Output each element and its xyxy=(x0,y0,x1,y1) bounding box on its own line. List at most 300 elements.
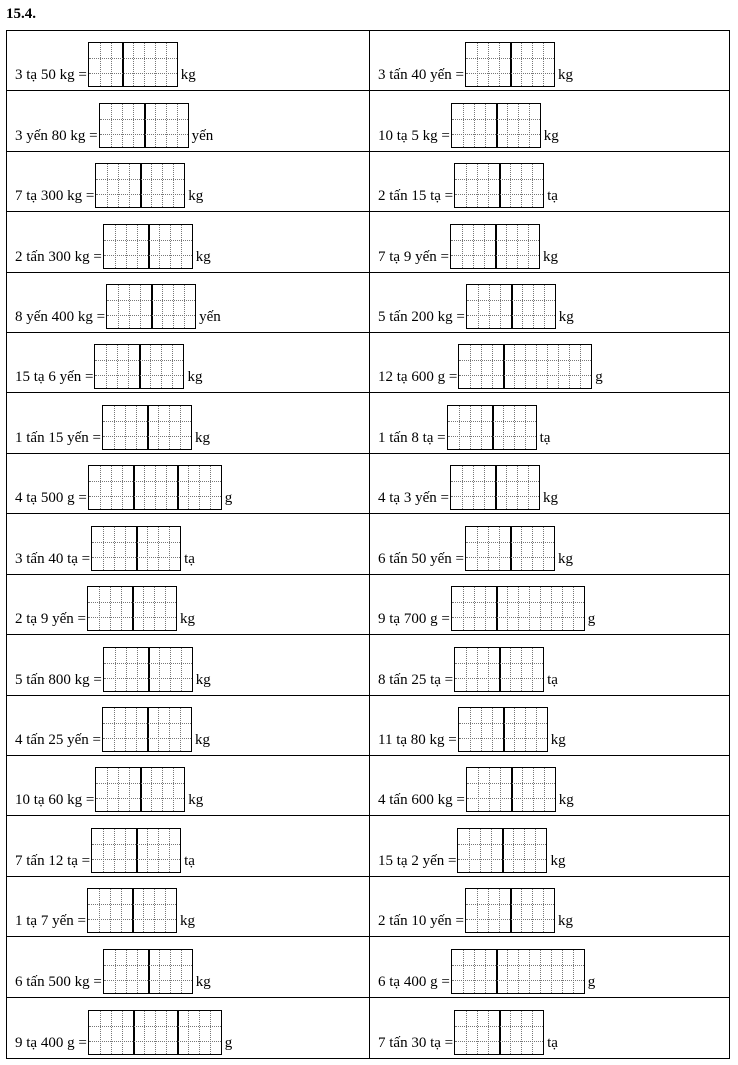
answer-box[interactable] xyxy=(457,828,547,873)
exercise-table xyxy=(6,30,730,1059)
exercise-item xyxy=(378,163,558,205)
answer-box-gridline xyxy=(89,58,177,59)
exercise-expression: 1 tấn 8 tạ = xyxy=(378,429,446,446)
exercise-cell-left xyxy=(7,393,369,452)
answer-box-gridline xyxy=(100,1011,101,1054)
answer-box-separator xyxy=(499,1011,501,1054)
answer-box-gridline xyxy=(159,225,160,268)
answer-box-gridline xyxy=(459,406,460,449)
answer-box-gridline xyxy=(529,587,530,630)
exercise-unit: kg xyxy=(550,852,566,869)
answer-box-separator xyxy=(122,43,124,86)
answer-box[interactable] xyxy=(102,405,192,450)
answer-box-gridline xyxy=(452,134,540,135)
exercise-item xyxy=(378,344,603,386)
exercise-expression: 2 tấn 10 yến = xyxy=(378,913,464,930)
answer-box-gridline xyxy=(170,950,171,993)
exercise-cell-left xyxy=(7,454,369,513)
exercise-unit: kg xyxy=(179,913,195,930)
exercise-row xyxy=(7,333,729,393)
exercise-item xyxy=(15,828,195,870)
answer-box-gridline xyxy=(455,194,543,195)
exercise-row xyxy=(7,273,729,333)
exercise-unit: tạ xyxy=(547,1034,558,1051)
answer-box-separator xyxy=(144,104,146,147)
answer-box-gridline xyxy=(143,587,144,630)
exercise-cell-left xyxy=(7,937,369,996)
answer-box[interactable] xyxy=(88,465,222,510)
answer-box-gridline xyxy=(92,542,180,543)
answer-box-gridline xyxy=(503,406,504,449)
answer-box[interactable] xyxy=(95,767,185,812)
answer-box-gridline xyxy=(573,950,574,993)
answer-box[interactable] xyxy=(87,586,177,631)
exercise-item xyxy=(378,707,566,749)
answer-box-gridline xyxy=(532,43,533,86)
exercise-item xyxy=(378,224,558,266)
exercise-cell-right xyxy=(369,696,729,755)
answer-box-gridline xyxy=(558,345,559,388)
exercise-unit: kg xyxy=(188,792,204,809)
answer-box[interactable] xyxy=(103,224,193,269)
answer-box-separator xyxy=(148,225,150,268)
answer-box-separator xyxy=(132,889,134,932)
answer-box-gridline xyxy=(524,829,525,872)
answer-box[interactable] xyxy=(88,42,178,87)
answer-box-gridline xyxy=(455,663,543,664)
exercise-expression: 1 tạ 7 yến = xyxy=(15,913,86,930)
exercise-expression: 1 tấn 15 yến = xyxy=(15,429,101,446)
answer-box-gridline xyxy=(118,768,119,811)
answer-box[interactable] xyxy=(91,526,181,571)
exercise-unit: yến xyxy=(199,309,221,326)
exercise-cell-right xyxy=(369,877,729,936)
exercise-item xyxy=(378,42,573,84)
exercise-item xyxy=(378,949,595,991)
answer-box[interactable] xyxy=(454,1010,544,1055)
exercise-expression: 3 tạ 50 kg = xyxy=(15,67,87,84)
exercise-unit: kg xyxy=(195,248,211,265)
answer-box-separator xyxy=(140,768,142,811)
exercise-item xyxy=(15,405,210,447)
answer-box-separator xyxy=(177,466,179,509)
answer-box-gridline xyxy=(488,527,489,570)
exercise-cell-left xyxy=(7,575,369,634)
answer-box-gridline xyxy=(529,104,530,147)
answer-box-gridline xyxy=(532,648,533,691)
answer-box-gridline xyxy=(451,255,539,256)
exercise-item xyxy=(15,284,221,326)
answer-box-gridline xyxy=(110,587,111,630)
answer-box-gridline xyxy=(180,708,181,751)
exercise-unit: tạ xyxy=(547,671,558,688)
answer-box[interactable] xyxy=(450,465,540,510)
answer-box-gridline xyxy=(544,285,545,328)
answer-box-gridline xyxy=(510,648,511,691)
answer-box-gridline xyxy=(525,708,526,751)
answer-box-gridline xyxy=(473,466,474,509)
answer-box-gridline xyxy=(499,889,500,932)
exercise-unit: g xyxy=(587,973,596,990)
answer-box-gridline xyxy=(500,768,501,811)
answer-box-gridline xyxy=(172,345,173,388)
answer-box-gridline xyxy=(507,587,508,630)
answer-box-gridline xyxy=(535,829,536,872)
answer-box[interactable] xyxy=(88,1010,222,1055)
answer-box-separator xyxy=(177,1011,179,1054)
answer-box-gridline xyxy=(484,466,485,509)
answer-box-gridline xyxy=(166,104,167,147)
exercise-cell-right xyxy=(369,273,729,332)
exercise-item xyxy=(15,949,211,991)
answer-box-gridline xyxy=(488,1011,489,1054)
exercise-item xyxy=(15,767,203,809)
exercise-unit: kg xyxy=(187,369,203,386)
answer-box[interactable] xyxy=(103,647,193,692)
answer-box-gridline xyxy=(129,285,130,328)
answer-box-gridline xyxy=(110,889,111,932)
answer-box-gridline xyxy=(165,587,166,630)
answer-box-gridline xyxy=(88,919,176,920)
answer-box-gridline xyxy=(478,285,479,328)
answer-box-gridline xyxy=(551,950,552,993)
answer-box-gridline xyxy=(210,466,211,509)
answer-box-gridline xyxy=(104,965,192,966)
answer-box-gridline xyxy=(103,723,191,724)
answer-box-gridline xyxy=(451,240,539,241)
answer-box-gridline xyxy=(463,587,464,630)
exercise-expression: 2 tạ 9 yến = xyxy=(15,611,86,628)
answer-box-gridline xyxy=(485,587,486,630)
exercise-item xyxy=(15,103,213,145)
answer-box-gridline xyxy=(499,43,500,86)
exercise-expression: 10 tạ 5 kg = xyxy=(378,127,450,144)
exercise-row xyxy=(7,575,729,635)
exercise-unit: tạ xyxy=(539,429,551,446)
answer-box-gridline xyxy=(100,134,188,135)
answer-box-gridline xyxy=(89,1026,221,1027)
exercise-cell-left xyxy=(7,635,369,694)
answer-box-gridline xyxy=(155,466,156,509)
answer-box-gridline xyxy=(107,300,195,301)
answer-box-gridline xyxy=(111,1011,112,1054)
answer-box-gridline xyxy=(155,1011,156,1054)
answer-box-gridline xyxy=(114,829,115,872)
exercise-cell-right xyxy=(369,91,729,150)
answer-box[interactable] xyxy=(466,767,556,812)
answer-box-gridline xyxy=(199,466,200,509)
answer-box-gridline xyxy=(481,406,482,449)
exercise-item xyxy=(15,526,195,568)
exercise-row xyxy=(7,998,729,1058)
answer-box-gridline xyxy=(158,527,159,570)
answer-box-separator xyxy=(503,708,505,751)
answer-box[interactable] xyxy=(465,42,555,87)
exercise-row xyxy=(7,212,729,272)
answer-box-gridline xyxy=(95,375,183,376)
exercise-unit: g xyxy=(587,611,596,628)
answer-box-gridline xyxy=(480,829,481,872)
answer-box-gridline xyxy=(455,678,543,679)
answer-box[interactable] xyxy=(106,284,196,329)
exercise-item xyxy=(15,1010,232,1052)
answer-box-gridline xyxy=(103,527,104,570)
answer-box[interactable] xyxy=(447,405,537,450)
exercise-cell-right xyxy=(369,31,729,90)
answer-box-gridline xyxy=(466,919,554,920)
exercise-cell-right xyxy=(369,756,729,815)
exercise-unit: kg xyxy=(180,67,196,84)
exercise-cell-right xyxy=(369,152,729,211)
answer-box-gridline xyxy=(514,406,515,449)
answer-box-gridline xyxy=(89,1041,221,1042)
exercise-expression: 12 tạ 600 g = xyxy=(378,369,458,386)
answer-box-gridline xyxy=(466,1011,467,1054)
exercise-unit: kg xyxy=(542,248,558,265)
exercise-unit: kg xyxy=(194,731,210,748)
exercise-unit: kg xyxy=(194,429,210,446)
answer-box[interactable] xyxy=(99,103,189,148)
answer-box-gridline xyxy=(118,285,119,328)
answer-box[interactable] xyxy=(95,163,185,208)
answer-box-gridline xyxy=(151,768,152,811)
answer-box[interactable] xyxy=(458,707,548,752)
answer-box-separator xyxy=(510,43,512,86)
answer-box-gridline xyxy=(474,587,475,630)
answer-box-gridline xyxy=(484,225,485,268)
exercise-unit: kg xyxy=(188,188,204,205)
answer-box-gridline xyxy=(92,859,180,860)
answer-box-gridline xyxy=(181,648,182,691)
answer-box-gridline xyxy=(514,345,515,388)
answer-box[interactable] xyxy=(102,707,192,752)
answer-box[interactable] xyxy=(466,284,556,329)
answer-box[interactable] xyxy=(103,949,193,994)
answer-box-gridline xyxy=(147,527,148,570)
answer-box-separator xyxy=(496,950,498,993)
answer-box-gridline xyxy=(458,844,546,845)
answer-box[interactable] xyxy=(454,163,544,208)
exercise-expression: 4 tấn 25 yến = xyxy=(15,731,101,748)
answer-box-gridline xyxy=(165,889,166,932)
exercise-item xyxy=(15,888,195,930)
answer-box-gridline xyxy=(533,285,534,328)
answer-box-gridline xyxy=(96,194,184,195)
answer-box-gridline xyxy=(489,285,490,328)
answer-box-gridline xyxy=(162,768,163,811)
answer-box-separator xyxy=(133,1011,135,1054)
answer-box-gridline xyxy=(492,708,493,751)
answer-box-gridline xyxy=(140,285,141,328)
answer-box-gridline xyxy=(88,904,176,905)
exercise-expression: 9 tạ 400 g = xyxy=(15,1034,87,1051)
answer-box[interactable] xyxy=(465,526,555,571)
exercise-row xyxy=(7,877,729,937)
answer-box-gridline xyxy=(144,1011,145,1054)
exercise-item xyxy=(378,103,559,145)
answer-box-gridline xyxy=(122,104,123,147)
exercise-item xyxy=(378,767,574,809)
answer-box[interactable] xyxy=(451,586,585,631)
exercise-unit: kg xyxy=(557,550,573,567)
answer-box-gridline xyxy=(518,104,519,147)
answer-box-gridline xyxy=(114,406,115,449)
answer-box-gridline xyxy=(170,648,171,691)
answer-box-gridline xyxy=(507,104,508,147)
exercise-cell-left xyxy=(7,152,369,211)
answer-box-gridline xyxy=(103,829,104,872)
answer-box-gridline xyxy=(133,104,134,147)
answer-box[interactable] xyxy=(94,344,184,389)
exercise-row xyxy=(7,393,729,453)
answer-box-gridline xyxy=(532,164,533,207)
exercise-cell-left xyxy=(7,91,369,150)
answer-box-gridline xyxy=(477,527,478,570)
answer-box[interactable] xyxy=(451,103,541,148)
answer-box-gridline xyxy=(103,436,191,437)
answer-box-gridline xyxy=(518,950,519,993)
answer-box[interactable] xyxy=(465,888,555,933)
answer-box-gridline xyxy=(122,466,123,509)
exercise-item xyxy=(378,284,574,326)
answer-box-gridline xyxy=(470,406,471,449)
answer-box-gridline xyxy=(488,164,489,207)
exercise-item xyxy=(15,647,211,689)
answer-box-gridline xyxy=(121,587,122,630)
answer-box[interactable] xyxy=(87,888,177,933)
exercise-cell-left xyxy=(7,212,369,271)
answer-box-gridline xyxy=(470,345,471,388)
answer-box-gridline xyxy=(489,768,490,811)
answer-box-separator xyxy=(499,648,501,691)
exercise-item xyxy=(15,465,232,507)
answer-box-gridline xyxy=(150,345,151,388)
answer-box-gridline xyxy=(144,43,145,86)
answer-box-gridline xyxy=(459,375,591,376)
answer-box-gridline xyxy=(199,1011,200,1054)
answer-box-gridline xyxy=(452,602,584,603)
exercise-unit: kg xyxy=(195,973,211,990)
exercise-cell-left xyxy=(7,877,369,936)
answer-box-gridline xyxy=(99,587,100,630)
answer-box-gridline xyxy=(529,950,530,993)
answer-box-gridline xyxy=(115,225,116,268)
exercise-item xyxy=(15,707,210,749)
answer-box-gridline xyxy=(506,225,507,268)
exercise-row xyxy=(7,816,729,876)
answer-box-gridline xyxy=(477,889,478,932)
answer-box-gridline xyxy=(478,768,479,811)
answer-box-separator xyxy=(148,648,150,691)
answer-box[interactable] xyxy=(454,647,544,692)
answer-box-gridline xyxy=(513,829,514,872)
exercise-expression: 5 tấn 200 kg = xyxy=(378,309,465,326)
answer-box-gridline xyxy=(126,648,127,691)
answer-box-gridline xyxy=(169,406,170,449)
answer-box-gridline xyxy=(488,43,489,86)
answer-box-gridline xyxy=(103,421,191,422)
answer-box-gridline xyxy=(136,708,137,751)
exercise-cell-left xyxy=(7,816,369,875)
answer-box[interactable] xyxy=(451,949,585,994)
answer-box-gridline xyxy=(532,889,533,932)
answer-box-separator xyxy=(133,466,135,509)
exercise-cell-left xyxy=(7,31,369,90)
answer-box-gridline xyxy=(485,104,486,147)
exercise-unit: kg xyxy=(543,127,559,144)
answer-box-gridline xyxy=(580,345,581,388)
answer-box-gridline xyxy=(492,345,493,388)
exercise-expression: 8 yến 400 kg = xyxy=(15,309,106,326)
answer-box-gridline xyxy=(114,527,115,570)
answer-box-gridline xyxy=(88,617,176,618)
exercise-expression: 7 tấn 12 tạ = xyxy=(15,852,91,869)
answer-box-gridline xyxy=(96,798,184,799)
answer-box-gridline xyxy=(137,225,138,268)
answer-box-gridline xyxy=(466,648,467,691)
answer-box-gridline xyxy=(451,481,539,482)
answer-box-separator xyxy=(147,406,149,449)
answer-box-gridline xyxy=(155,104,156,147)
exercise-item xyxy=(378,828,565,870)
exercise-expression: 2 tấn 15 tạ = xyxy=(378,188,454,205)
answer-box-gridline xyxy=(521,648,522,691)
exercise-expression: 6 tấn 500 kg = xyxy=(15,973,102,990)
answer-box-gridline xyxy=(106,345,107,388)
exercise-item xyxy=(15,586,195,628)
exercise-expression: 5 tấn 800 kg = xyxy=(15,671,102,688)
answer-box-gridline xyxy=(188,466,189,509)
answer-box[interactable] xyxy=(91,828,181,873)
exercise-item xyxy=(378,405,550,447)
answer-box-gridline xyxy=(455,1041,543,1042)
answer-box-gridline xyxy=(166,43,167,86)
answer-box-gridline xyxy=(177,104,178,147)
answer-box-gridline xyxy=(536,708,537,751)
answer-box-gridline xyxy=(125,527,126,570)
answer-box-gridline xyxy=(543,889,544,932)
exercise-expression: 9 tạ 700 g = xyxy=(378,611,450,628)
answer-box-gridline xyxy=(488,889,489,932)
exercise-unit: kg xyxy=(557,913,573,930)
answer-box-gridline xyxy=(107,768,108,811)
answer-box-gridline xyxy=(485,950,486,993)
answer-box-gridline xyxy=(121,889,122,932)
answer-box[interactable] xyxy=(458,344,592,389)
answer-box-gridline xyxy=(455,179,543,180)
answer-box-gridline xyxy=(473,225,474,268)
answer-box-gridline xyxy=(151,164,152,207)
exercise-expression: 8 tấn 25 tạ = xyxy=(378,671,454,688)
exercise-row xyxy=(7,756,729,816)
answer-box-separator xyxy=(136,527,138,570)
answer-box-separator xyxy=(492,406,494,449)
answer-box-gridline xyxy=(522,768,523,811)
answer-box-gridline xyxy=(562,587,563,630)
exercise-cell-right xyxy=(369,635,729,694)
answer-box-gridline xyxy=(129,164,130,207)
exercise-expression: 11 tạ 80 kg = xyxy=(378,731,457,748)
answer-box-gridline xyxy=(510,164,511,207)
answer-box-gridline xyxy=(129,768,130,811)
answer-box-gridline xyxy=(104,255,192,256)
answer-box[interactable] xyxy=(450,224,540,269)
answer-box-gridline xyxy=(462,466,463,509)
answer-box-separator xyxy=(148,950,150,993)
answer-box-separator xyxy=(139,345,141,388)
answer-box-separator xyxy=(510,527,512,570)
answer-box-gridline xyxy=(125,708,126,751)
